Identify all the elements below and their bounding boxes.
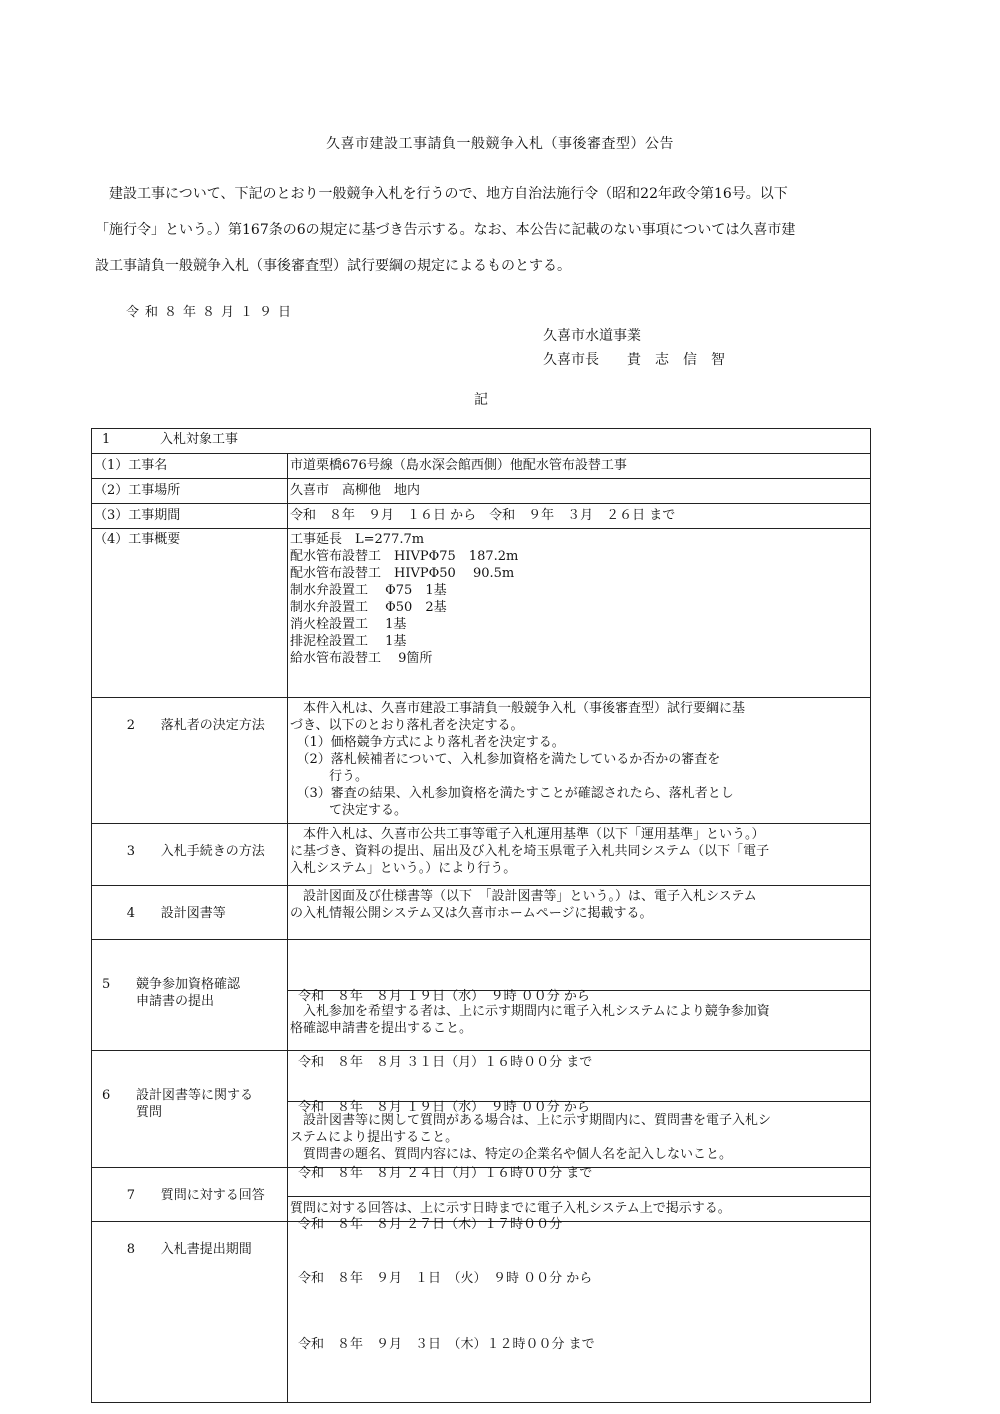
section-1-header <box>92 429 871 454</box>
section-number: 7 <box>126 1188 136 1203</box>
item-label: （1）工事名 <box>92 454 288 479</box>
overview-line: 消火栓設置工 1基 <box>290 617 407 632</box>
section-number: 4 <box>126 906 136 921</box>
overview-line: 工事延長 L=277.7m <box>290 532 425 547</box>
intro-line: 建設工事について、下記のとおり一般競争入札を行うので、地方自治法施行令（昭和22年政令第16号。以下 <box>95 186 788 202</box>
overview-line: 配水管布設替工 HIVPΦ75 187.2m <box>290 549 519 564</box>
overview-line: 制水弁設置工 Φ75 1基 <box>290 583 447 598</box>
content-line: 本件入札は、久喜市公共工事等電子入札運用基準（以下「運用基準」という。） <box>290 827 765 842</box>
overview-line: 排泥栓設置工 1基 <box>290 634 407 649</box>
construction-name: 市道栗橋676号線（島水深会館西側）他配水管布設替工事 <box>288 454 871 479</box>
section-label: 質問に対する回答 <box>160 1188 265 1203</box>
item-label: （4）工事概要 <box>92 529 288 698</box>
content-line: （2）落札候補者について、入札参加資格を満たしているか否かの審査を <box>290 752 721 767</box>
issuer-block <box>543 326 725 374</box>
section-4-label-cell <box>92 886 288 940</box>
construction-period: 令和 ８年 ９月 １６日 から 令和 ９年 ３月 ２６日 まで <box>288 504 871 529</box>
answer-note <box>288 1197 870 1220</box>
section-7-label-cell <box>92 1168 288 1222</box>
period-line: 令和 ８年 ８月 ２４日（月）１６時００分 まで <box>298 1166 593 1181</box>
construction-overview <box>288 529 871 698</box>
section-6-label-cell <box>92 1051 288 1168</box>
section-label: 競争参加資格確認 申請書の提出 <box>136 977 241 1009</box>
overview-line: 給水管布設替工 9箇所 <box>290 651 433 666</box>
section-number: 2 <box>126 718 136 733</box>
bid-period <box>288 1222 870 1402</box>
section-2-content <box>288 698 871 824</box>
content-line: （3）審査の結果、入札参加資格を満たすことが確認されたら、落札者とし <box>290 786 734 801</box>
period-line: 令和 ８年 ８月 ２７日（木）１７時００分 <box>298 1217 563 1232</box>
section-5-label-cell <box>92 940 288 1051</box>
section-label: 入札書提出期間 <box>160 1242 252 1257</box>
content-line: （1）価格競争方式により落札者を決定する。 <box>290 735 565 750</box>
content-line: 設計図面及び仕様書等（以下 「設計図書等」という。）は、電子入札システム <box>290 889 757 904</box>
intro-line: 「施行令」という。）第167条の6の規定に基づき告示する。なお、本公告に記載のない事項については久喜市建 <box>95 222 796 238</box>
note-line: 入札参加を希望する者は、上に示す期間内に電子入札システムにより競争参加資 <box>290 1004 770 1019</box>
period-line: 令和 ８年 ９月 ３日 （木）１２時００分 まで <box>298 1337 595 1352</box>
note-line: 質問書の題名、質問内容には、特定の企業名や個人名を記入しないこと。 <box>290 1147 733 1162</box>
content-line: の入札情報公開システム又は久喜市ホームページに掲載する。 <box>290 906 653 921</box>
issuer-org: 久喜市水道事業 <box>543 328 641 344</box>
item-label: （3）工事期間 <box>92 504 288 529</box>
notice-date: 令和８年８月１９日 <box>126 305 298 320</box>
period-line: 令和 ８年 ８月 １９日（水） ９時 ００分 から <box>298 989 590 1004</box>
content-line: に基づき、資料の提出、届出及び入札を埼玉県電子入札共同システム（以下「電子 <box>290 844 770 859</box>
note-line: 格確認申請書を提出すること。 <box>290 1021 473 1036</box>
section-label: 設計図書等に関する 質問 <box>136 1088 254 1120</box>
overview-line: 制水弁設置工 Φ50 2基 <box>290 600 447 615</box>
notice-table <box>91 428 871 1403</box>
page-title: 久喜市建設工事請負一般競争入札（事後審査型）公告 <box>326 136 674 152</box>
issuer-name: 久喜市長 貴 志 信 智 <box>543 352 725 368</box>
period-line: 令和 ８年 ８月 ３１日（月）１６時００分 まで <box>298 1055 593 1070</box>
section-number: 3 <box>126 844 136 859</box>
section-2-label-cell <box>92 698 288 824</box>
section-5-content <box>288 940 871 1070</box>
note-line: ステムにより提出すること。 <box>290 1130 459 1145</box>
section-8-content <box>288 1222 871 1403</box>
period-line: 令和 ８年 ９月 １日 （火） ９時 ００分 から <box>298 1271 593 1286</box>
section-number: 8 <box>126 1242 136 1257</box>
intro-line: 設工事請負一般競争入札（事後審査型）試行要綱の規定によるものとする。 <box>95 258 571 274</box>
content-line: 入札システム」という。）により行う。 <box>290 861 517 876</box>
section-3-content <box>288 824 871 886</box>
question-note <box>288 1102 870 1167</box>
section-label: 設計図書等 <box>160 906 226 921</box>
ki-heading: 記 <box>474 392 488 408</box>
intro-paragraph <box>95 184 875 292</box>
section-8-label-cell <box>92 1222 288 1403</box>
content-line: 本件入札は、久喜市建設工事請負一般競争入札（事後審査型）試行要綱に基 <box>290 701 746 716</box>
note-line: 質問に対する回答は、上に示す日時までに電子入札システム上で掲示する。 <box>290 1201 731 1216</box>
section-4-content <box>288 886 871 940</box>
section-label: 落札者の決定方法 <box>160 718 265 733</box>
note-line: 設計図書等に関して質問がある場合は、上に示す期間内に、質問書を電子入札シ <box>290 1113 772 1128</box>
content-line: 行う。 <box>290 769 369 784</box>
item-label: （2）工事場所 <box>92 479 288 504</box>
section-number: 6 <box>102 1088 111 1103</box>
section-3-label-cell <box>92 824 288 886</box>
section-number: 5 <box>102 977 111 992</box>
period-line: 令和 ８年 ８月 １９日（水） ９時 ００分 から <box>298 1100 590 1115</box>
construction-location: 久喜市 高柳他 地内 <box>288 479 871 504</box>
section-label: 入札対象工事 <box>160 432 239 447</box>
overview-line: 配水管布設替工 HIVPΦ50 90.5m <box>290 566 515 581</box>
section-label: 入札手続きの方法 <box>160 844 265 859</box>
content-line: づき、以下のとおり落札者を決定する。 <box>290 718 524 733</box>
section-number: 1 <box>102 432 111 447</box>
content-line: て決定する。 <box>290 803 408 818</box>
